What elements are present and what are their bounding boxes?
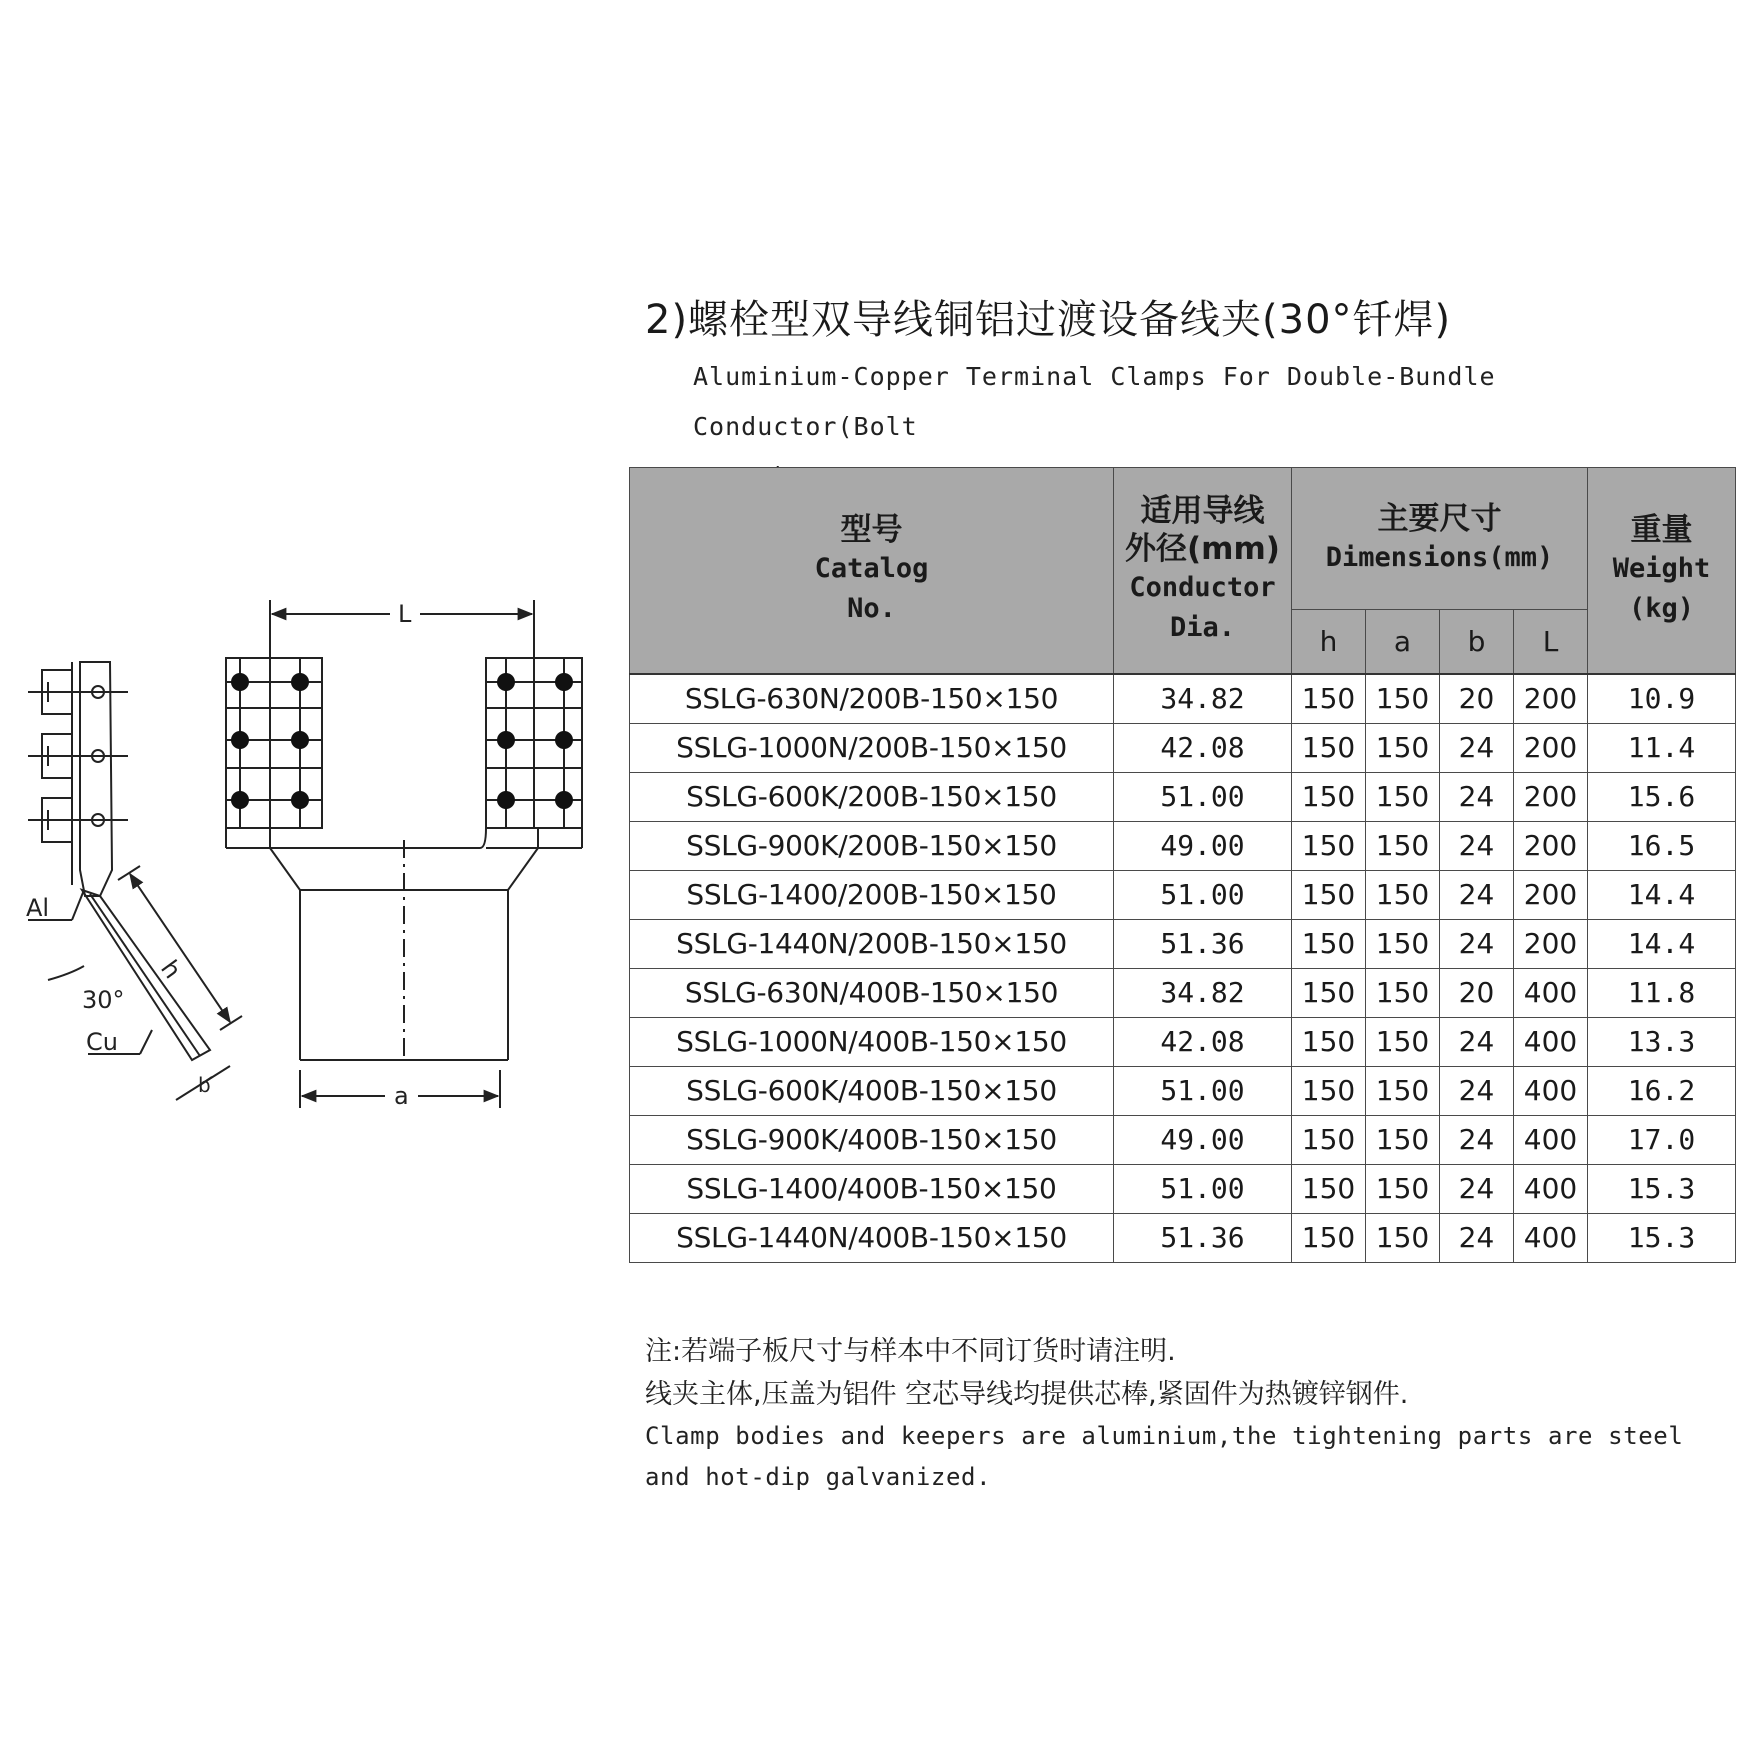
cell-L: 400 xyxy=(1514,1213,1588,1262)
cell-dia: 51.00 xyxy=(1114,772,1292,821)
cell-catalog: SSLG-600K/400B-150×150 xyxy=(630,1066,1114,1115)
cell-catalog: SSLG-1400/200B-150×150 xyxy=(630,870,1114,919)
cell-h: 150 xyxy=(1292,870,1366,919)
cell-dia: 34.82 xyxy=(1114,968,1292,1017)
cell-a: 150 xyxy=(1366,674,1440,724)
header-b: b xyxy=(1440,610,1514,674)
cell-a: 150 xyxy=(1366,1213,1440,1262)
front-view xyxy=(226,600,582,1108)
cell-L: 400 xyxy=(1514,1017,1588,1066)
cell-L: 400 xyxy=(1514,968,1588,1017)
header-L: L xyxy=(1514,610,1588,674)
cell-a: 150 xyxy=(1366,1115,1440,1164)
cell-h: 150 xyxy=(1292,772,1366,821)
header-dim-cn: 主要尺寸 xyxy=(1377,500,1502,537)
dim-label-a: a xyxy=(394,1082,409,1110)
table-row xyxy=(630,968,1736,1017)
cell-h: 150 xyxy=(1292,1066,1366,1115)
cell-a: 150 xyxy=(1366,821,1440,870)
cell-b: 24 xyxy=(1440,919,1514,968)
cell-b: 24 xyxy=(1440,1213,1514,1262)
cell-b: 20 xyxy=(1440,968,1514,1017)
header-catalog xyxy=(630,468,1114,674)
cell-a: 150 xyxy=(1366,772,1440,821)
cell-catalog: SSLG-1000N/200B-150×150 xyxy=(630,723,1114,772)
cell-L: 200 xyxy=(1514,674,1588,724)
table-row xyxy=(630,919,1736,968)
table-row xyxy=(630,1213,1736,1262)
cell-weight: 14.4 xyxy=(1588,870,1736,919)
header-weight-en: Weight xyxy=(1612,553,1711,585)
cell-h: 150 xyxy=(1292,1017,1366,1066)
table-row xyxy=(630,821,1736,870)
cell-h: 150 xyxy=(1292,1164,1366,1213)
note-cn-2: 线夹主体,压盖为铝件 空芯导线均提供芯棒,紧固件为热镀锌钢件. xyxy=(645,1379,1409,1410)
cell-a: 150 xyxy=(1366,870,1440,919)
header-weight-cn: 重量 xyxy=(1630,512,1693,549)
cell-weight: 15.3 xyxy=(1588,1164,1736,1213)
cell-a: 150 xyxy=(1366,1017,1440,1066)
cell-L: 200 xyxy=(1514,772,1588,821)
cell-dia: 49.00 xyxy=(1114,821,1292,870)
title-chinese: 2)螺栓型双导线铜铝过渡设备线夹(30°钎焊) xyxy=(645,297,1452,343)
cell-catalog: SSLG-630N/200B-150×150 xyxy=(630,674,1114,724)
header-dia-cn1: 适用导线 xyxy=(1140,493,1265,530)
cell-weight: 15.3 xyxy=(1588,1213,1736,1262)
cell-weight: 13.3 xyxy=(1588,1017,1736,1066)
header-dim-en: Dimensions(mm) xyxy=(1325,541,1554,573)
cell-weight: 15.6 xyxy=(1588,772,1736,821)
cell-catalog: SSLG-1400/400B-150×150 xyxy=(630,1164,1114,1213)
cell-weight: 11.4 xyxy=(1588,723,1736,772)
cell-a: 150 xyxy=(1366,919,1440,968)
cell-h: 150 xyxy=(1292,821,1366,870)
cell-dia: 34.82 xyxy=(1114,674,1292,724)
header-weight-unit: (kg) xyxy=(1629,593,1695,625)
spec-table xyxy=(629,467,1736,1263)
cell-weight: 16.5 xyxy=(1588,821,1736,870)
cell-b: 24 xyxy=(1440,1066,1514,1115)
cell-b: 24 xyxy=(1440,723,1514,772)
material-label-cu: Cu xyxy=(86,1028,118,1056)
header-h: h xyxy=(1292,610,1366,674)
cell-dia: 51.00 xyxy=(1114,1164,1292,1213)
header-catalog-en2: No. xyxy=(847,593,896,625)
header-dimensions xyxy=(1292,468,1588,610)
header-dia xyxy=(1114,468,1292,674)
dim-label-L: L xyxy=(398,600,412,628)
spec-table-body xyxy=(630,674,1736,1263)
note-en: Clamp bodies and keepers are aluminium,the tightening parts are steel and hot-dip galvanized. xyxy=(645,1422,1684,1491)
cell-b: 24 xyxy=(1440,772,1514,821)
cell-catalog: SSLG-1440N/400B-150×150 xyxy=(630,1213,1114,1262)
header-catalog-cn: 型号 xyxy=(840,512,903,549)
cell-b: 20 xyxy=(1440,674,1514,724)
cell-weight: 14.4 xyxy=(1588,919,1736,968)
cell-h: 150 xyxy=(1292,968,1366,1017)
cell-b: 24 xyxy=(1440,1115,1514,1164)
cell-L: 200 xyxy=(1514,821,1588,870)
cell-h: 150 xyxy=(1292,919,1366,968)
cell-L: 400 xyxy=(1514,1164,1588,1213)
title-english-line1: Aluminium-Copper Terminal Clamps For Double-Bundle Conductor(Bolt xyxy=(693,362,1496,441)
header-dia-en1: Conductor xyxy=(1129,572,1276,604)
header-a: a xyxy=(1366,610,1440,674)
dim-label-h: h xyxy=(155,955,187,984)
header-dia-cn2: 外径(mm) xyxy=(1125,531,1280,568)
cell-dia: 51.36 xyxy=(1114,1213,1292,1262)
cell-h: 150 xyxy=(1292,1115,1366,1164)
cell-L: 400 xyxy=(1514,1066,1588,1115)
cell-L: 400 xyxy=(1514,1115,1588,1164)
cell-L: 200 xyxy=(1514,870,1588,919)
cell-dia: 42.08 xyxy=(1114,723,1292,772)
cell-a: 150 xyxy=(1366,723,1440,772)
table-row xyxy=(630,772,1736,821)
cell-catalog: SSLG-600K/200B-150×150 xyxy=(630,772,1114,821)
material-label-al: Al xyxy=(26,894,50,922)
header-catalog-en1: Catalog xyxy=(814,553,929,585)
cell-a: 150 xyxy=(1366,1066,1440,1115)
cell-catalog: SSLG-900K/400B-150×150 xyxy=(630,1115,1114,1164)
cell-weight: 16.2 xyxy=(1588,1066,1736,1115)
side-view xyxy=(28,662,242,1100)
cell-b: 24 xyxy=(1440,821,1514,870)
cell-catalog: SSLG-1000N/400B-150×150 xyxy=(630,1017,1114,1066)
cell-h: 150 xyxy=(1292,1213,1366,1262)
cell-catalog: SSLG-900K/200B-150×150 xyxy=(630,821,1114,870)
cell-b: 24 xyxy=(1440,870,1514,919)
clamp-technical-drawing xyxy=(0,590,640,1150)
cell-h: 150 xyxy=(1292,674,1366,724)
table-row xyxy=(630,674,1736,724)
header-weight xyxy=(1588,468,1736,674)
cell-dia: 51.00 xyxy=(1114,1066,1292,1115)
cell-h: 150 xyxy=(1292,723,1366,772)
cell-L: 200 xyxy=(1514,919,1588,968)
table-row xyxy=(630,1066,1736,1115)
table-row xyxy=(630,870,1736,919)
table-row xyxy=(630,1164,1736,1213)
cell-dia: 51.36 xyxy=(1114,919,1292,968)
cell-a: 150 xyxy=(1366,968,1440,1017)
table-row xyxy=(630,723,1736,772)
cell-dia: 51.00 xyxy=(1114,870,1292,919)
note-cn-1: 注:若端子板尺寸与样本中不同订货时请注明. xyxy=(645,1336,1176,1367)
table-row xyxy=(630,1017,1736,1066)
spec-table-header xyxy=(630,468,1736,674)
cell-catalog: SSLG-630N/400B-150×150 xyxy=(630,968,1114,1017)
cell-weight: 11.8 xyxy=(1588,968,1736,1017)
cell-b: 24 xyxy=(1440,1017,1514,1066)
header-dia-en2: Dia. xyxy=(1169,612,1236,644)
angle-label: 30° xyxy=(82,986,125,1014)
cell-L: 200 xyxy=(1514,723,1588,772)
cell-a: 150 xyxy=(1366,1164,1440,1213)
cell-weight: 17.0 xyxy=(1588,1115,1736,1164)
cell-b: 24 xyxy=(1440,1164,1514,1213)
table-row xyxy=(630,1115,1736,1164)
cell-weight: 10.9 xyxy=(1588,674,1736,724)
notes xyxy=(645,1330,1705,1498)
cell-catalog: SSLG-1440N/200B-150×150 xyxy=(630,919,1114,968)
cell-dia: 49.00 xyxy=(1114,1115,1292,1164)
dim-label-b: b xyxy=(198,1073,211,1097)
cell-dia: 42.08 xyxy=(1114,1017,1292,1066)
